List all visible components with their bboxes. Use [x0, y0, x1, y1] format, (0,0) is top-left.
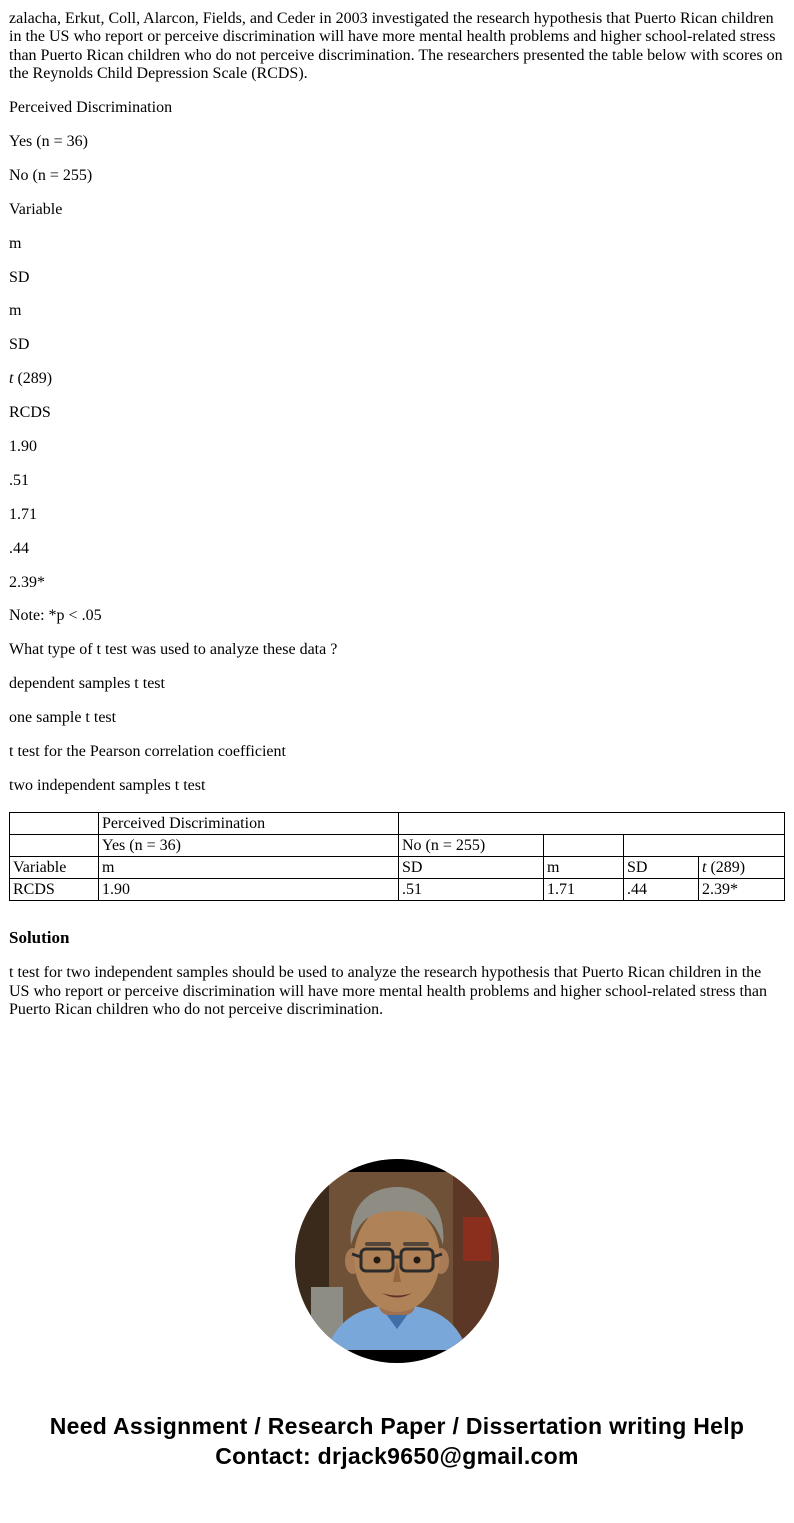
value-cell: .51 — [399, 879, 544, 901]
t-statistic-df: (289) — [706, 858, 746, 876]
t-header-cell — [699, 857, 785, 879]
value-cell: 2.39* — [699, 879, 785, 901]
footer-help-text — [12, 1411, 782, 1471]
line-value-2: .51 — [9, 471, 29, 489]
table-row — [10, 857, 785, 879]
line-value-5: 2.39* — [9, 573, 45, 591]
line-no-n: No (n = 255) — [9, 166, 93, 184]
value-cell: .44 — [624, 879, 699, 901]
empty-cell — [10, 813, 99, 835]
line-value-3: 1.71 — [9, 505, 37, 523]
intro-paragraph: zalacha, Erkut, Coll, Alarcon, Fields, and Ceder in 2003 investigated the research hypothesis that Puerto Rican children in the US who report or perceive discrimination will have more mental health problems and higher school-related stress than Puerto Rican children who do not perceive discrimination. The researchers presented the table below with scores on the Reynolds Child Depression Scale (RCDS). — [9, 10, 783, 83]
tutor-photo — [295, 1159, 499, 1363]
letterbox-bar-top — [295, 1159, 499, 1172]
sd-header-cell: SD — [624, 857, 699, 879]
line-note: Note: *p < .05 — [9, 607, 102, 625]
table-row — [10, 813, 785, 835]
no-group-cell: No (n = 255) — [399, 835, 544, 857]
t-statistic-symbol: t — [9, 370, 14, 388]
line-rcds: RCDS — [9, 404, 51, 422]
perceived-discrimination-header-cell: Perceived Discrimination — [99, 813, 399, 835]
empty-cell — [544, 835, 624, 857]
eyebrow — [365, 1242, 391, 1246]
solution-text: t test for two independent samples should be used to analyze the research hypothesis that Puerto Rican children in the US who report or perceive discrimination will have more mental health problems and higher school-related stress than Puerto Rican children who do not perceive discrimination. — [9, 964, 767, 1019]
t-statistic-symbol: t — [702, 858, 707, 876]
value-cell: 1.71 — [544, 879, 624, 901]
eye — [374, 1257, 381, 1264]
eye — [414, 1257, 421, 1264]
line-yes-n: Yes (n = 36) — [9, 132, 88, 150]
line-m-1: m — [9, 234, 22, 252]
rcds-label-cell: RCDS — [10, 879, 99, 901]
option-pearson-correlation: t test for the Pearson correlation coefficient — [9, 742, 286, 760]
rcds-scores-table — [9, 812, 785, 901]
empty-cell — [399, 813, 785, 835]
tutor-photo-illustration — [295, 1159, 499, 1363]
variable-header-cell: Variable — [10, 857, 99, 879]
solution-heading: Solution — [9, 928, 70, 948]
empty-cell — [10, 835, 99, 857]
photo-background-panel — [295, 1159, 329, 1363]
line-value-4: .44 — [9, 539, 29, 557]
option-two-independent-samples: two independent samples t test — [9, 776, 206, 794]
table-row — [10, 879, 785, 901]
footer-contact-email: Contact: drjack9650@gmail.com — [215, 1443, 579, 1470]
sd-header-cell: SD — [399, 857, 544, 879]
m-header-cell: m — [99, 857, 399, 879]
line-value-1: 1.90 — [9, 437, 37, 455]
footer-help-line: Need Assignment / Research Paper / Dissertation writing Help — [49, 1413, 745, 1440]
option-dependent-samples: dependent samples t test — [9, 675, 165, 693]
question-text: What type of t test was used to analyze these data ? — [9, 641, 338, 659]
table-row — [10, 835, 785, 857]
line-m-2: m — [9, 302, 22, 320]
letterbox-bar-bottom — [295, 1350, 499, 1363]
option-one-sample: one sample t test — [9, 709, 117, 727]
t-statistic-df: (289) — [13, 370, 53, 388]
m-header-cell: m — [544, 857, 624, 879]
line-t-289 — [9, 370, 785, 388]
yes-group-cell: Yes (n = 36) — [99, 835, 399, 857]
line-sd-2: SD — [9, 336, 30, 354]
line-sd-1: SD — [9, 268, 30, 286]
eyebrow — [403, 1242, 429, 1246]
photo-background-detail — [463, 1217, 491, 1261]
line-variable: Variable — [9, 200, 63, 218]
line-perceived-discrimination: Perceived Discrimination — [9, 99, 173, 117]
value-cell: 1.90 — [99, 879, 399, 901]
